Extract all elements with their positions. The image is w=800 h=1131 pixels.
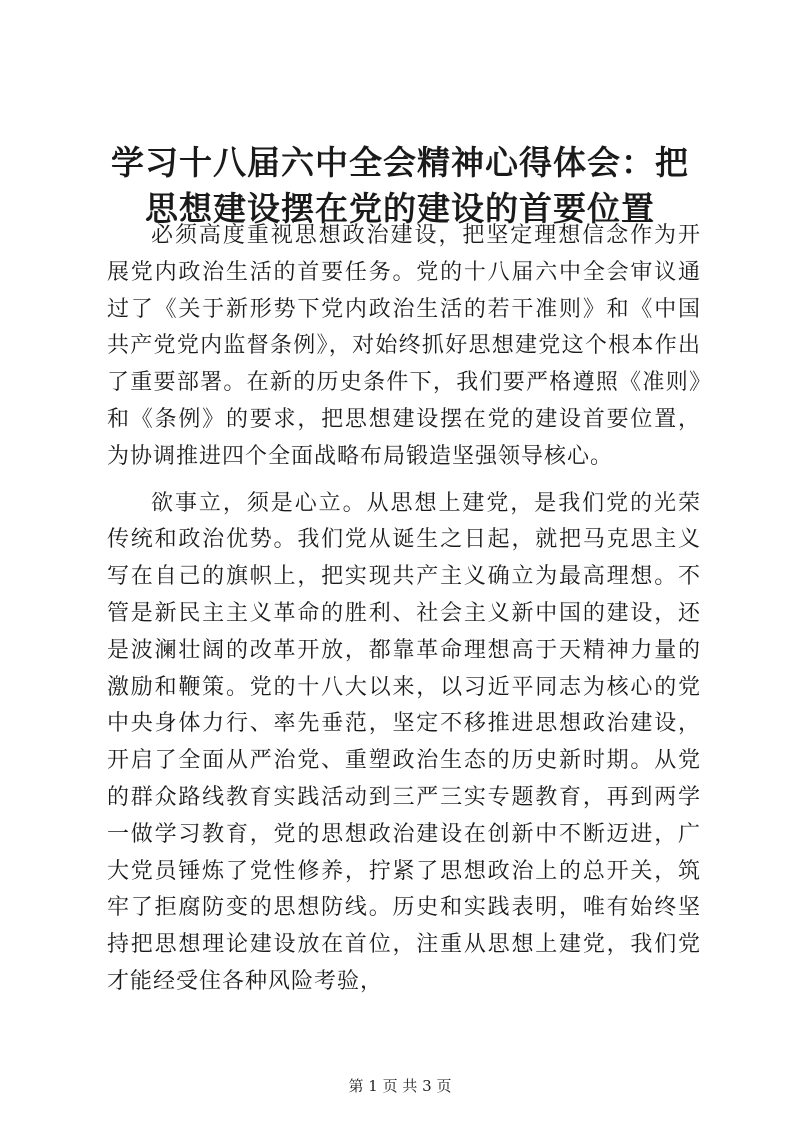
document-body	[107, 218, 701, 1011]
paragraph-1: 必须高度重视思想政治建设，把坚定理想信念作为开展党内政治生活的首要任务。党的十八届六中全会审议通过了《关于新形势下党内政治生活的若干准则》和《中国共产党党内监督条例》，对始终抓好思想建党这个根本作出了重要部署。在新的历史条件下，我们要严格遵照《准则》和《条例》的要求，把思想建设摆在党的建设首要位置，为协调推进四个全面战略布局锻造坚强领导核心。	[107, 223, 701, 469]
page-number-footer: 第 1 页 共 3 页	[348, 1077, 452, 1095]
page-title: 学习十八届六中全会精神心得体会：把思想建设摆在党的建设的首要位置	[111, 143, 689, 228]
paragraph-2: 欲事立，须是心立。从思想上建党，是我们党的光荣传统和政治优势。我们党从诞生之日起，就把马克思主义写在自己的旗帜上，把实现共产主义确立为最高理想。不管是新民主主义革命的胜利、社会主义新中国的建设，还是波澜壮阔的改革开放，都靠革命理想高于天精神力量的激励和鞭策。党的十八大以来，以习近平同志为核心的党中央身体力行、率先垂范，坚定不移推进思想政治建设，开启了全面从严治党、重塑政治生态的历史新时期。从党的群众路线教育实践活动到三严三实专题教育，再到两学一做学习教育，党的思想政治建设在创新中不断迈进，广大党员锤炼了党性修养，拧紧了思想政治上的总开关，筑牢了拒腐防变的思想防线。历史和实践表明，唯有始终坚持把思想理论建设放在首位，注重从思想上建党，我们党才能经受住各种风险考验，	[107, 490, 701, 994]
